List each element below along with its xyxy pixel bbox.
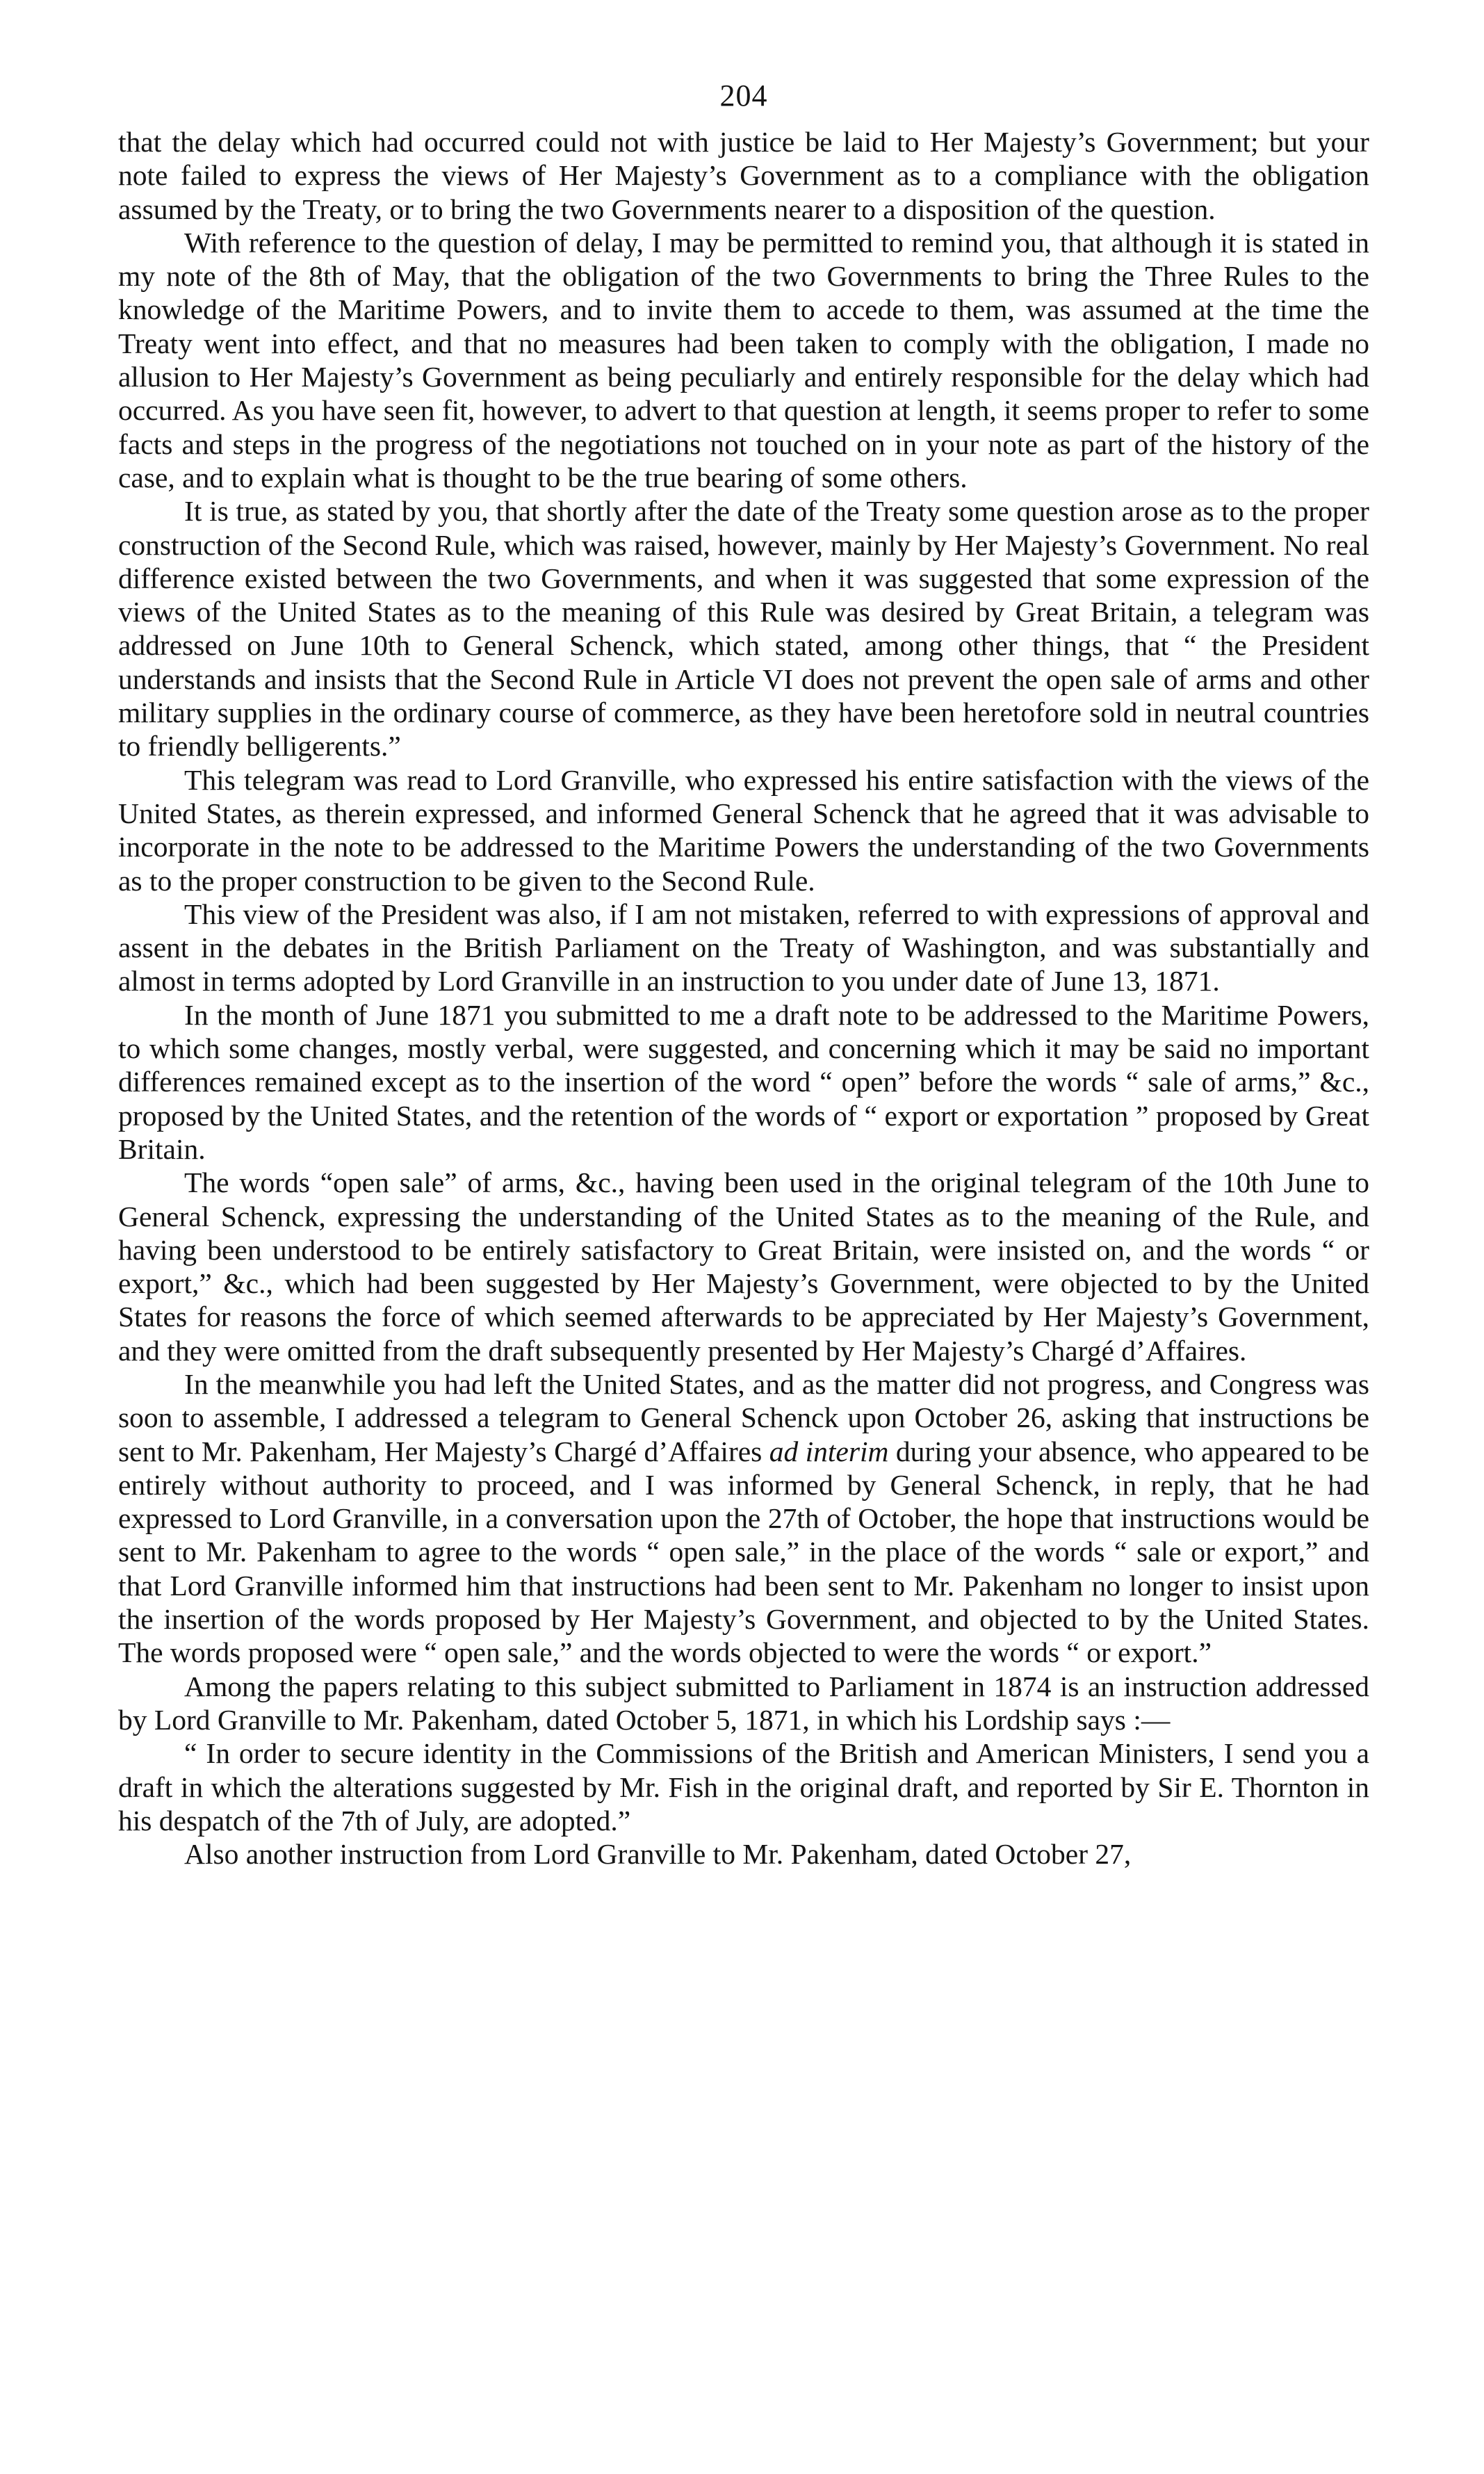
paragraph-text: This telegram was read to Lord Granville, who expressed his entire satisfaction with the views of the United States, as therein expressed, and informed General Schenck that he agreed that it was advisable to incorporate in the note to be addressed to the Maritime Powers the understanding of the two Governments as to the proper construction to be given to the Second Rule.: [118, 763, 1369, 897]
page-number: 204: [719, 79, 768, 113]
italic-phrase: ad interim: [769, 1435, 889, 1467]
paragraph: [118, 1837, 1369, 1871]
paragraph-text: It is true, as stated by you, that shortly after the date of the Treaty some question arose as to the proper construction of the Second Rule, which was raised, however, mainly by Her Majesty’s Government. No real difference existed between the two Governments, and when it was suggested that some expression of the views of the United States as to the meaning of this Rule was desired by Great Britain, a telegram was addressed on June 10th to General Schenck, which stated, among other things, that “ the President understands and insists that the Second Rule in Article VI does not prevent the open sale of arms and other military supplies in the ordinary course of commerce, as they have been heretofore sold in neutral countries to friendly belligerents.”: [118, 495, 1369, 763]
paragraph-text: In the month of June 1871 you submitted to me a draft note to be addressed to the Maritime Powers, to which some changes, mostly verbal, were suggested, and concerning which it may be said no important differences remained except as to the insertion of the word “ open” before the words “ sale of arms,” &c., proposed by the United States, and the retention of the words of “ export or exportation ” proposed by Great Britain.: [118, 998, 1369, 1165]
paragraph-text: “ In order to secure identity in the Commissions of the British and American Ministers, I send you a draft in which the alterations suggested by Mr. Fish in the original draft, and reported by Sir E. Thornton in his despatch of the 7th of July, are adopted.”: [118, 1737, 1369, 1837]
paragraph: [118, 1736, 1369, 1837]
paragraph-text: Also another instruction from Lord Granville to Mr. Pakenham, dated October 27,: [184, 1838, 1132, 1871]
paragraph: [118, 1670, 1369, 1737]
paragraph: [118, 494, 1369, 763]
paragraph: [118, 125, 1369, 226]
paragraph: [118, 1367, 1369, 1670]
paragraph-text: The words “open sale” of arms, &c., having been used in the original telegram of the 10th June to General Schenck, expressing the understanding of the United States as to the meaning of the Rule, and having been understood to be entirely satisfactory to Great Britain, were insisted on, and the words “ or export,” &c., which had been suggested by Her Majesty’s Government, were objected to by the United States for reasons the force of which seemed afterwards to be appreciated by Her Majesty’s Government, and they were omitted from the draft subsequently presented by Her Majesty’s Chargé d’Affaires.: [118, 1166, 1369, 1367]
paragraph-text: that the delay which had occurred could not with justice be laid to Her Majesty’s Government; but your note failed to express the views of Her Majesty’s Government as to a compliance with the obligation assumed by the Treaty, or to bring the two Governments nearer to a disposition of the question.: [118, 126, 1369, 225]
paragraph: [118, 1166, 1369, 1367]
paragraph: [118, 763, 1369, 897]
paragraph-text: Among the papers relating to this subject submitted to Parliament in 1874 is an instruction addressed by Lord Granville to Mr. Pakenham, dated October 5, 1871, in which his Lordship says :—: [118, 1670, 1369, 1736]
paragraph-text: With reference to the question of delay, I may be permitted to remind you, that although it is stated in my note of the 8th of May, that the obligation of the two Governments to bring the Three Rules to the knowledge of the Maritime Powers, and to invite them to accede to them, was assumed at the time the Treaty went into effect, and that no measures had been taken to comply with the obligation, I made no allusion to Her Majesty’s Government as being peculiarly and entirely responsible for the delay which had occurred. As you have seen fit, however, to advert to that question at length, it seems proper to refer to some facts and steps in the progress of the negotiations not touched on in your note as part of the history of the case, and to explain what is thought to be the true bearing of some others.: [118, 226, 1369, 494]
paragraph-text: This view of the President was also, if I am not mistaken, referred to with expressions of approval and assent in the debates in the British Parliament on the Treaty of Washington, and was substantially and almost in terms adopted by Lord Granville in an instruction to you under date of June 13, 1871.: [118, 897, 1369, 998]
paragraph-text: during your absence, who appeared to be entirely without authority to proceed, and I was informed by General Schenck, in reply, that he had expressed to Lord Granville, in a conversation upon the 27th of October, the hope that instructions would be sent to Mr. Pakenham to agree to the words “ open sale,” in the place of the words “ sale or export,” and that Lord Granville informed him that instructions had been sent to Mr. Pakenham no longer to insist upon the insertion of the words proposed by Her Majesty’s Government, and objected to by the United States. The words proposed were “ open sale,” and the words objected to were the words “ or export.”: [118, 1435, 1369, 1669]
document-page: [118, 76, 1369, 1871]
paragraph: [118, 897, 1369, 998]
paragraph-text: In the meanwhile you had left the United States, and as the matter did not progress, and Congress was soon to assemble, I addressed a telegram to General Schenck upon October 26, asking that instructions be sent to Mr. Pakenham, Her Majesty’s Chargé d’Affaires: [118, 1367, 1369, 1467]
paragraph: [118, 226, 1369, 494]
paragraph: [118, 998, 1369, 1166]
body-text: [118, 125, 1369, 1871]
